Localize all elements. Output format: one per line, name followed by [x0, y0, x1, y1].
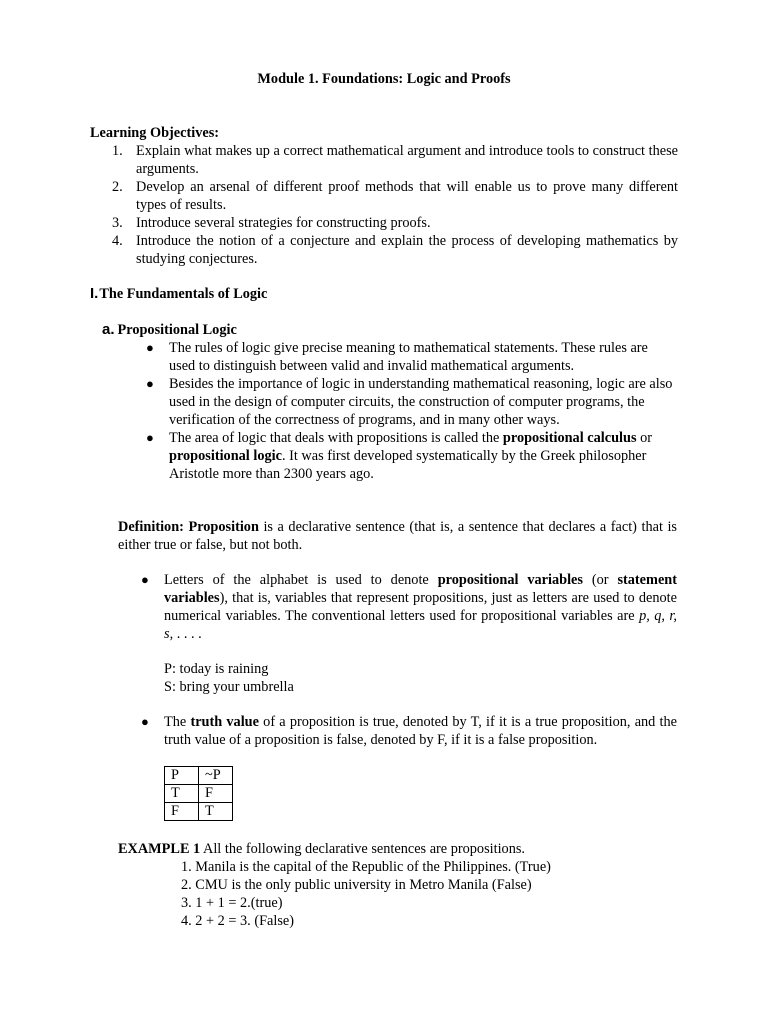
list-number: 4. [112, 233, 123, 249]
bullet-text [164, 714, 677, 748]
table-cell: T [165, 785, 199, 803]
table-header-row [165, 767, 233, 785]
bullet-text-part: of a proposition is true, denoted by T, if it is a true proposition, and the truth value of a proposition is false, denoted by F, if it is a false proposition. [164, 714, 677, 748]
bullet-text-part: (or [582, 572, 618, 588]
list-text: Explain what makes up a correct mathematical argument and introduce tools to construct these arguments. [136, 143, 678, 177]
bullet-text-part: The area of logic that deals with propositions is called the [169, 430, 503, 446]
bullet-text-part: The [164, 714, 191, 730]
table-header-cell: ~P [199, 767, 233, 785]
bullet-icon: ● [141, 572, 149, 587]
propositional-logic-bullets [146, 339, 677, 483]
learning-objectives-heading: Learning Objectives: [90, 125, 220, 141]
bullet-text-part: , . . . . [169, 626, 202, 642]
bullet-text [164, 572, 677, 642]
example-heading [118, 840, 525, 858]
list-item [112, 142, 678, 178]
list-item: 2. CMU is the only public university in Metro Manila (False) [181, 877, 532, 893]
bullet-text-part: or [636, 430, 652, 446]
section-numeral: I. [90, 285, 99, 302]
example-list [181, 858, 551, 930]
term-propositional-calculus: propositional calculus [502, 430, 637, 446]
list-item: 4. 2 + 2 = 3. (False) [181, 913, 295, 929]
bullet-text [169, 430, 652, 482]
bullet-text: The rules of logic give precise meaning to mathematical statements. These rules are used to distinguish between valid and invalid mathematical arguments. [169, 340, 648, 374]
table-header-cell: P [165, 767, 199, 785]
variable-examples [164, 660, 294, 696]
bullet-icon: ● [146, 430, 154, 445]
bullet-item [146, 375, 677, 429]
definition-label: Definition: Proposition [118, 519, 259, 535]
subsection-title: Propositional Logic [117, 322, 237, 338]
bullet-icon: ● [146, 340, 154, 355]
bullet-item [146, 429, 677, 483]
variable-example: P: today is raining [164, 661, 269, 677]
term-statement-variables: statement variables [164, 572, 678, 606]
table-row [165, 803, 233, 821]
variable-letters: p, q, r, s [164, 608, 677, 642]
table-row [165, 785, 233, 803]
section-title: The Fundamentals of Logic [99, 286, 268, 302]
variable-example: S: bring your umbrella [164, 679, 294, 695]
bullet-item [141, 571, 677, 643]
bullet-text-part: Letters of the alphabet is used to denote [164, 572, 438, 588]
table-cell: F [199, 785, 233, 803]
bullet-text-part: . It was first developed systematically by the Greek philosopher Aristotle more than 2300 years ago. [169, 448, 647, 482]
learning-objectives-list [112, 142, 678, 268]
list-text: Introduce several strategies for constructing proofs. [136, 215, 431, 231]
list-number: 2. [112, 179, 123, 195]
definition-proposition [118, 518, 677, 554]
bullet-icon: ● [146, 376, 154, 391]
subsection-letter: a. [102, 321, 115, 338]
example-intro: All the following declarative sentences are propositions. [200, 841, 525, 857]
page-title: Module 1. Foundations: Logic and Proofs [257, 71, 511, 87]
term-truth-value: truth value [190, 714, 259, 730]
list-item: 3. 1 + 1 = 2.(true) [181, 895, 283, 911]
list-number: 1. [112, 143, 123, 159]
term-propositional-logic: propositional logic [169, 448, 282, 464]
bullet-text-part: ), that is, variables that represent propositions, just as letters are used to denote numerical variables. The conventional letters used for propositional variables are [164, 590, 677, 624]
term-propositional-variables: propositional variables [437, 572, 583, 588]
example-label: EXAMPLE 1 [118, 841, 201, 857]
bullet-item [146, 339, 677, 375]
table-cell: F [165, 803, 199, 821]
bullet-icon: ● [141, 714, 149, 729]
list-item [112, 214, 678, 232]
truth-value-bullet [141, 713, 677, 749]
list-item [112, 232, 678, 268]
variables-bullet [141, 571, 677, 643]
truth-table [164, 766, 233, 821]
bullet-text: Besides the importance of logic in understanding mathematical reasoning, logic are also used in the design of computer circuits, the construction of computer programs, the verification of the correctness of programs, and in many other ways. [169, 376, 673, 428]
list-text: Introduce the notion of a conjecture and explain the process of developing mathematics by studying conjectures. [136, 233, 678, 267]
bullet-item [141, 713, 677, 749]
list-number: 3. [112, 215, 123, 231]
table-cell: T [199, 803, 233, 821]
subsection-heading [102, 321, 237, 339]
section-heading [90, 285, 267, 303]
definition-text: is a declarative sentence (that is, a sentence that declares a fact) that is either true or false, but not both. [118, 519, 677, 553]
list-item [112, 178, 678, 214]
list-text: Develop an arsenal of different proof methods that will enable us to prove many different types of results. [136, 179, 678, 213]
list-item: 1. Manila is the capital of the Republic of the Philippines. (True) [181, 859, 551, 875]
